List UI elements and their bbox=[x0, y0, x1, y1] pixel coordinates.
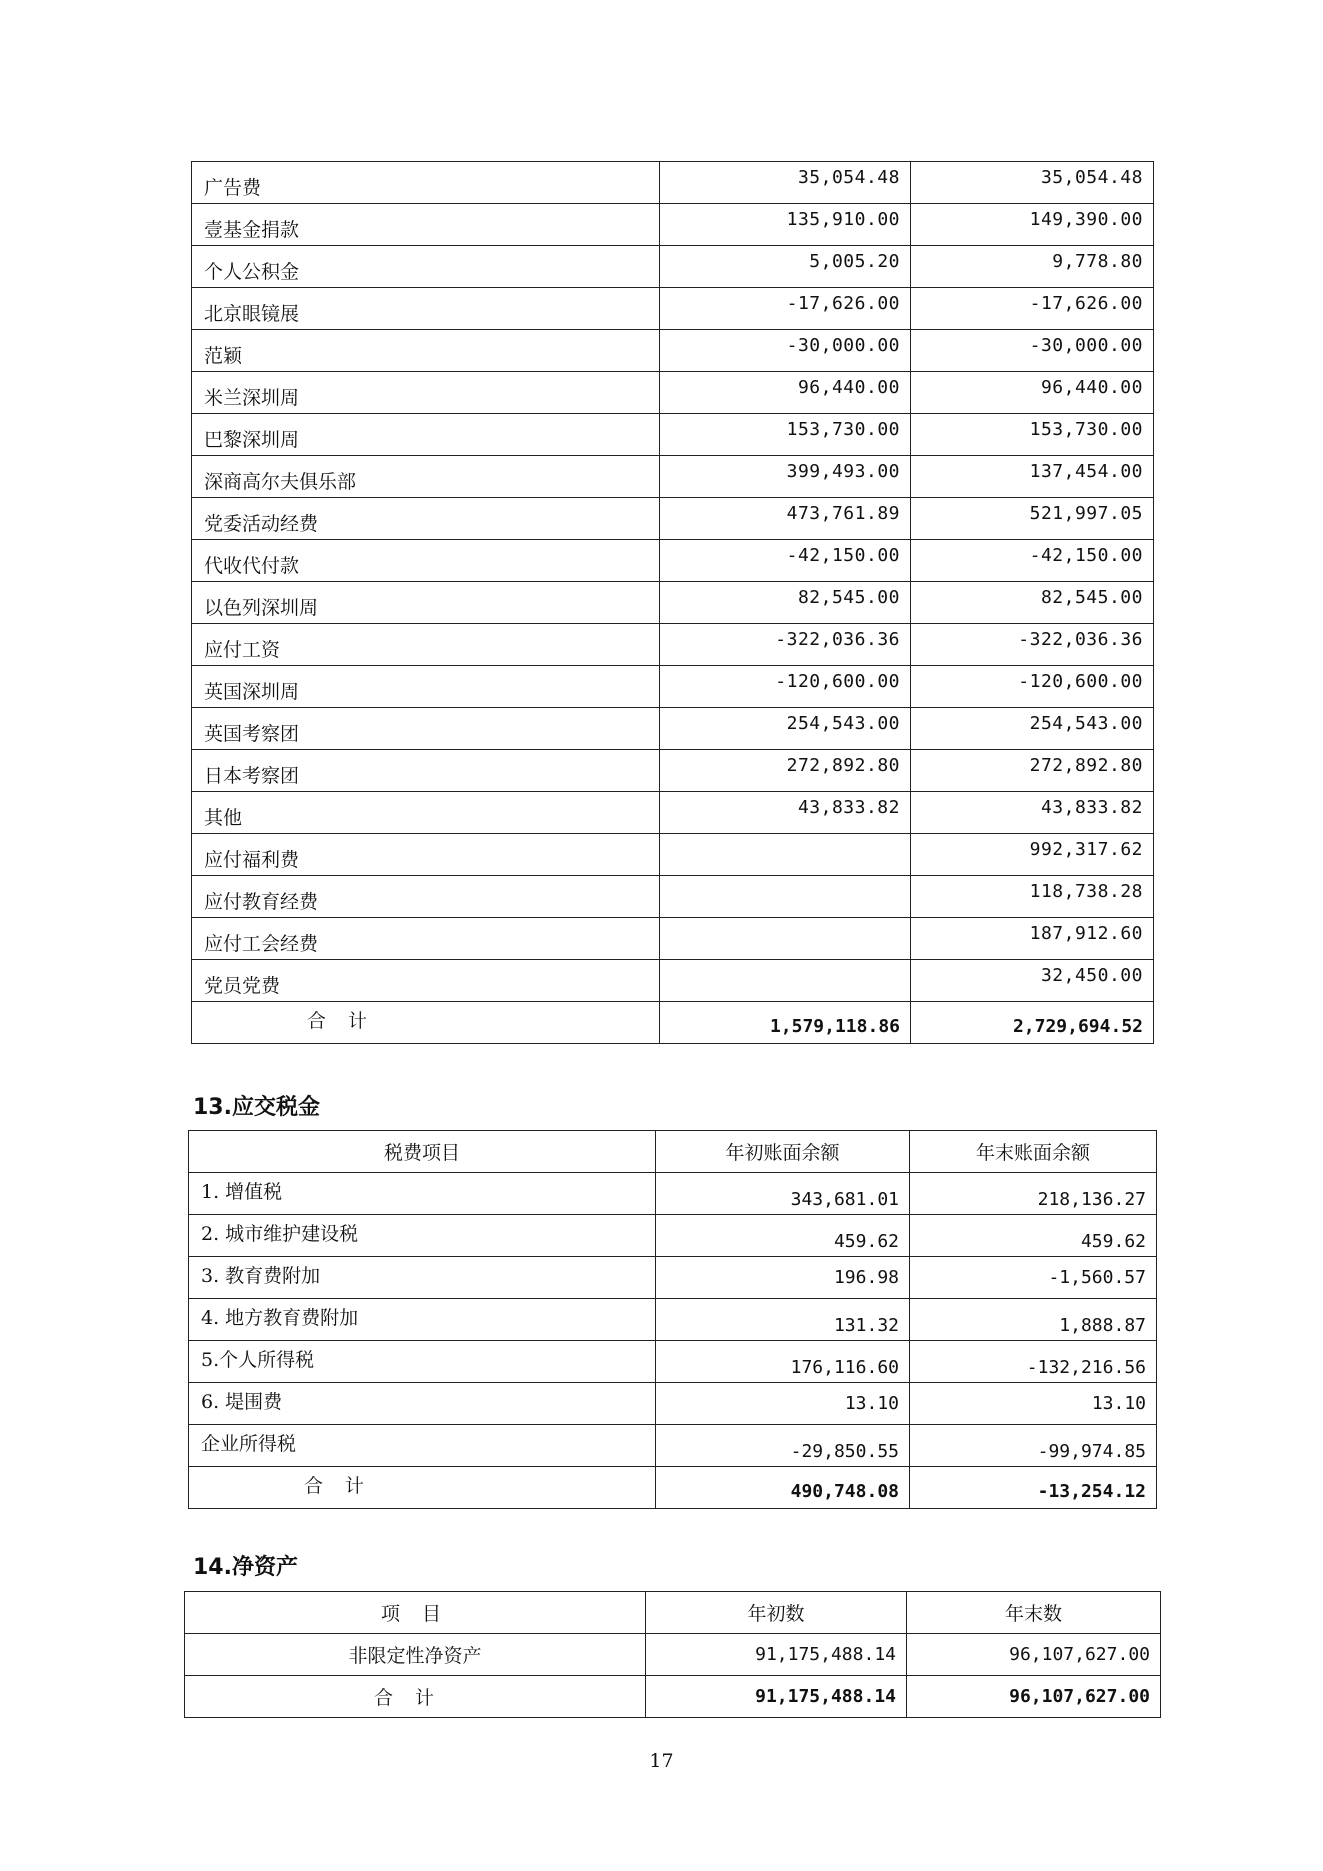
row-label: 英国考察团 bbox=[192, 708, 660, 750]
column-header: 年初数 bbox=[646, 1592, 907, 1634]
row-label: 应付教育经费 bbox=[192, 876, 660, 918]
table-row bbox=[189, 1341, 1157, 1383]
section-13-title: 13.应交税金 bbox=[193, 1095, 320, 1120]
end-balance: 149,390.00 bbox=[911, 204, 1154, 246]
table-row bbox=[192, 498, 1154, 540]
begin-balance: 35,054.48 bbox=[660, 162, 911, 204]
row-label: 3. 教育费附加 bbox=[189, 1257, 656, 1299]
begin-balance: 399,493.00 bbox=[660, 456, 911, 498]
begin-balance: 82,545.00 bbox=[660, 582, 911, 624]
begin-balance: 96,440.00 bbox=[660, 372, 911, 414]
row-label: 4. 地方教育费附加 bbox=[189, 1299, 656, 1341]
table-row bbox=[185, 1634, 1161, 1676]
begin-balance: 272,892.80 bbox=[660, 750, 911, 792]
begin-balance: 196.98 bbox=[656, 1257, 910, 1299]
begin-balance: 5,005.20 bbox=[660, 246, 911, 288]
table-12-continued bbox=[191, 161, 1154, 1044]
end-balance: 96,107,627.00 bbox=[907, 1634, 1161, 1676]
table-row bbox=[192, 414, 1154, 456]
begin-balance: 91,175,488.14 bbox=[646, 1634, 907, 1676]
end-balance: 153,730.00 bbox=[911, 414, 1154, 456]
row-label: 2. 城市维护建设税 bbox=[189, 1215, 656, 1257]
end-balance: 13.10 bbox=[910, 1383, 1157, 1425]
table-row bbox=[192, 960, 1154, 1002]
end-balance: -17,626.00 bbox=[911, 288, 1154, 330]
begin-balance: 135,910.00 bbox=[660, 204, 911, 246]
row-label: 1. 增值税 bbox=[189, 1173, 656, 1215]
begin-balance: -17,626.00 bbox=[660, 288, 911, 330]
end-balance: -1,560.57 bbox=[910, 1257, 1157, 1299]
row-label: 壹基金捐款 bbox=[192, 204, 660, 246]
column-header: 税费项目 bbox=[189, 1131, 656, 1173]
row-label: 北京眼镜展 bbox=[192, 288, 660, 330]
row-label: 党员党费 bbox=[192, 960, 660, 1002]
table-row bbox=[192, 708, 1154, 750]
end-balance: 521,997.05 bbox=[911, 498, 1154, 540]
row-label: 应付福利费 bbox=[192, 834, 660, 876]
row-label: 巴黎深圳周 bbox=[192, 414, 660, 456]
end-balance: 187,912.60 bbox=[911, 918, 1154, 960]
column-header: 年末数 bbox=[907, 1592, 1161, 1634]
row-label: 日本考察团 bbox=[192, 750, 660, 792]
table-row bbox=[192, 834, 1154, 876]
end-balance: 118,738.28 bbox=[911, 876, 1154, 918]
row-label: 英国深圳周 bbox=[192, 666, 660, 708]
begin-balance: -42,150.00 bbox=[660, 540, 911, 582]
row-label: 其他 bbox=[192, 792, 660, 834]
row-label: 代收代付款 bbox=[192, 540, 660, 582]
end-balance: 992,317.62 bbox=[911, 834, 1154, 876]
end-balance: 82,545.00 bbox=[911, 582, 1154, 624]
total-label: 合计 bbox=[189, 1467, 656, 1509]
end-balance: -99,974.85 bbox=[910, 1425, 1157, 1467]
end-balance: -120,600.00 bbox=[911, 666, 1154, 708]
end-balance: 96,440.00 bbox=[911, 372, 1154, 414]
end-balance: 32,450.00 bbox=[911, 960, 1154, 1002]
end-balance: 35,054.48 bbox=[911, 162, 1154, 204]
total-row bbox=[192, 1002, 1154, 1044]
end-balance: 137,454.00 bbox=[911, 456, 1154, 498]
end-balance: 9,778.80 bbox=[911, 246, 1154, 288]
table-row bbox=[192, 330, 1154, 372]
table-row bbox=[189, 1299, 1157, 1341]
end-balance: -322,036.36 bbox=[911, 624, 1154, 666]
column-header: 项 目 bbox=[185, 1592, 646, 1634]
row-label: 5.个人所得税 bbox=[189, 1341, 656, 1383]
begin-balance bbox=[660, 834, 911, 876]
total-begin: 1,579,118.86 bbox=[660, 1002, 911, 1044]
table-14-net-assets bbox=[184, 1591, 1161, 1718]
begin-balance: 131.32 bbox=[656, 1299, 910, 1341]
begin-balance: 473,761.89 bbox=[660, 498, 911, 540]
begin-balance bbox=[660, 918, 911, 960]
table-row bbox=[192, 792, 1154, 834]
end-balance: 254,543.00 bbox=[911, 708, 1154, 750]
begin-balance: 153,730.00 bbox=[660, 414, 911, 456]
table-row bbox=[192, 624, 1154, 666]
table-row bbox=[192, 582, 1154, 624]
header-row bbox=[189, 1131, 1157, 1173]
total-end: 96,107,627.00 bbox=[907, 1676, 1161, 1718]
end-balance: -42,150.00 bbox=[911, 540, 1154, 582]
header-row bbox=[185, 1592, 1161, 1634]
table-row bbox=[192, 246, 1154, 288]
total-label: 合计 bbox=[192, 1002, 660, 1044]
section-14-title: 14.净资产 bbox=[193, 1555, 298, 1580]
table-row bbox=[192, 204, 1154, 246]
begin-balance: 254,543.00 bbox=[660, 708, 911, 750]
end-balance: 459.62 bbox=[910, 1215, 1157, 1257]
page-number: 17 bbox=[649, 1750, 674, 1772]
table-row bbox=[192, 876, 1154, 918]
table-row bbox=[192, 288, 1154, 330]
column-header: 年末账面余额 bbox=[910, 1131, 1157, 1173]
total-row bbox=[189, 1467, 1157, 1509]
row-label: 以色列深圳周 bbox=[192, 582, 660, 624]
table-row bbox=[189, 1173, 1157, 1215]
table-row bbox=[189, 1257, 1157, 1299]
total-end: -13,254.12 bbox=[910, 1467, 1157, 1509]
begin-balance bbox=[660, 960, 911, 1002]
begin-balance: 43,833.82 bbox=[660, 792, 911, 834]
begin-balance: -120,600.00 bbox=[660, 666, 911, 708]
total-row bbox=[185, 1676, 1161, 1718]
table-row bbox=[192, 540, 1154, 582]
total-end: 2,729,694.52 bbox=[911, 1002, 1154, 1044]
row-label: 6. 堤围费 bbox=[189, 1383, 656, 1425]
end-balance: -132,216.56 bbox=[910, 1341, 1157, 1383]
table-row bbox=[192, 666, 1154, 708]
table-13-taxes bbox=[188, 1130, 1157, 1509]
begin-balance: 459.62 bbox=[656, 1215, 910, 1257]
end-balance: 1,888.87 bbox=[910, 1299, 1157, 1341]
row-label: 范颖 bbox=[192, 330, 660, 372]
total-begin: 490,748.08 bbox=[656, 1467, 910, 1509]
table-row bbox=[189, 1215, 1157, 1257]
row-label: 党委活动经费 bbox=[192, 498, 660, 540]
begin-balance: 343,681.01 bbox=[656, 1173, 910, 1215]
table-row bbox=[192, 750, 1154, 792]
end-balance: 272,892.80 bbox=[911, 750, 1154, 792]
table-row bbox=[192, 456, 1154, 498]
row-label: 应付工资 bbox=[192, 624, 660, 666]
table-row bbox=[189, 1425, 1157, 1467]
begin-balance: 176,116.60 bbox=[656, 1341, 910, 1383]
row-label: 深商高尔夫俱乐部 bbox=[192, 456, 660, 498]
begin-balance: -29,850.55 bbox=[656, 1425, 910, 1467]
end-balance: -30,000.00 bbox=[911, 330, 1154, 372]
table-row bbox=[192, 162, 1154, 204]
end-balance: 218,136.27 bbox=[910, 1173, 1157, 1215]
table-row bbox=[189, 1383, 1157, 1425]
row-label: 企业所得税 bbox=[189, 1425, 656, 1467]
begin-balance: -30,000.00 bbox=[660, 330, 911, 372]
row-label: 非限定性净资产 bbox=[185, 1634, 646, 1676]
row-label: 个人公积金 bbox=[192, 246, 660, 288]
end-balance: 43,833.82 bbox=[911, 792, 1154, 834]
row-label: 广告费 bbox=[192, 162, 660, 204]
column-header: 年初账面余额 bbox=[656, 1131, 910, 1173]
row-label: 米兰深圳周 bbox=[192, 372, 660, 414]
begin-balance: 13.10 bbox=[656, 1383, 910, 1425]
row-label: 应付工会经费 bbox=[192, 918, 660, 960]
total-label: 合计 bbox=[185, 1676, 646, 1718]
begin-balance: -322,036.36 bbox=[660, 624, 911, 666]
total-begin: 91,175,488.14 bbox=[646, 1676, 907, 1718]
begin-balance bbox=[660, 876, 911, 918]
table-row bbox=[192, 372, 1154, 414]
table-row bbox=[192, 918, 1154, 960]
